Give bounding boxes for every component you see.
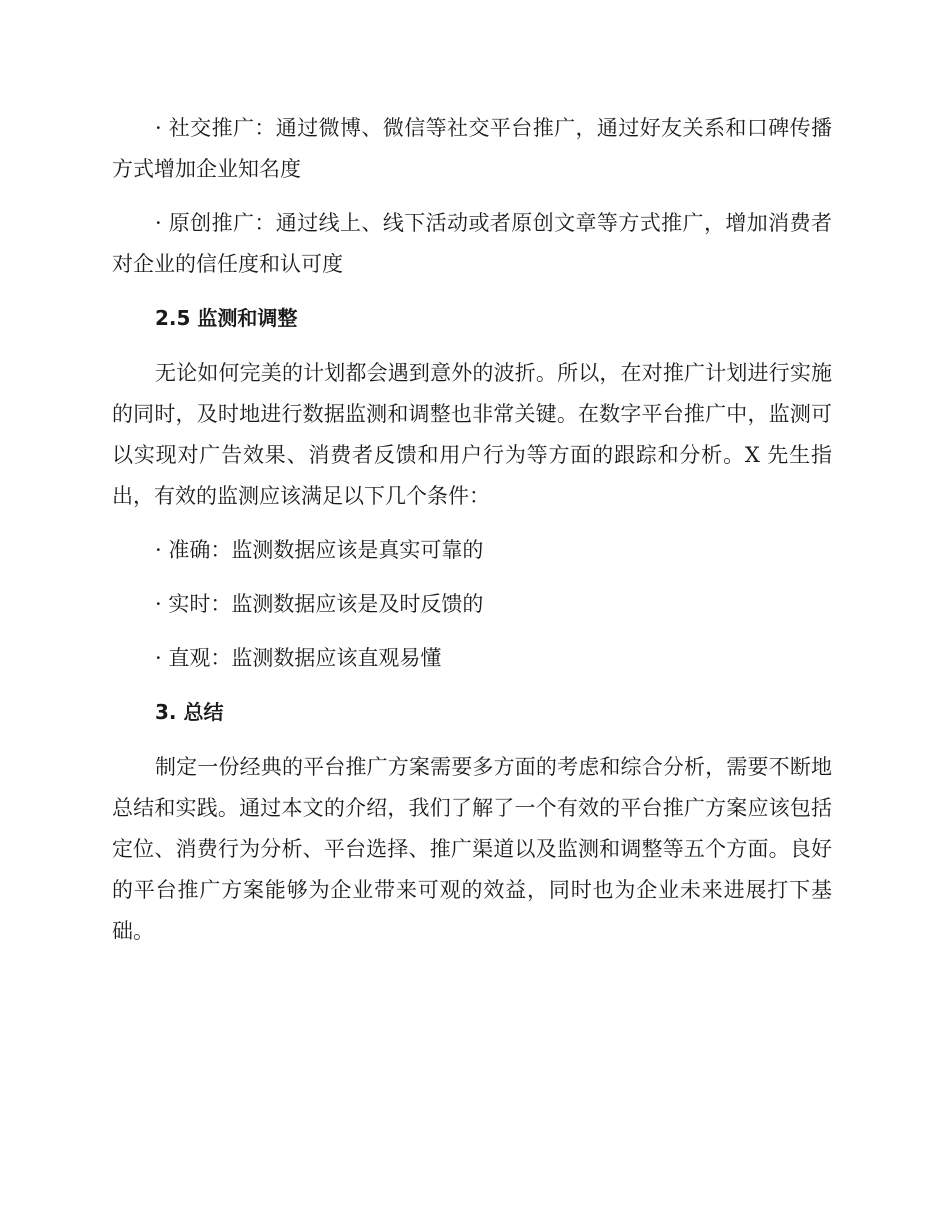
monitoring-paragraph: 无论如何完美的计划都会遇到意外的波折。所以，在对推广计划进行实施的同时，及时地进行数据监测和调整也非常关键。在数字平台推广中，监测可以实现对广告效果、消费者反馈和用户行为等方面的跟踪和分析。X 先生指出，有效的监测应该满足以下几个条件： — [112, 361, 832, 508]
bullet-original-promotion: · 原创推广：通过线上、线下活动或者原创文章等方式推广，增加消费者对企业的信任度和认可度 — [112, 211, 832, 276]
summary-paragraph: 制定一份经典的平台推广方案需要多方面的考虑和综合分析，需要不断地总结和实践。通过本文的介绍，我们了解了一个有效的平台推广方案应该包括定位、消费行为分析、平台选择、推广渠道以及监测和调整等五个方面。良好的平台推广方案能够为企业带来可观的效益，同时也为企业未来进展打下基础。 — [112, 755, 832, 943]
bullet-accurate: · 准确：监测数据应该是真实可靠的 — [155, 538, 484, 562]
bullet-intuitive: · 直观：监测数据应该直观易懂 — [155, 646, 442, 670]
document-body — [112, 108, 832, 965]
section-heading-monitoring: 2.5 监测和调整 — [155, 306, 298, 330]
bullet-realtime: · 实时：监测数据应该是及时反馈的 — [155, 592, 484, 616]
bullet-social-promotion: · 社交推广：通过微博、微信等社交平台推广，通过好友关系和口碑传播方式增加企业知名度 — [112, 116, 832, 181]
section-heading-summary: 3. 总结 — [155, 700, 224, 724]
